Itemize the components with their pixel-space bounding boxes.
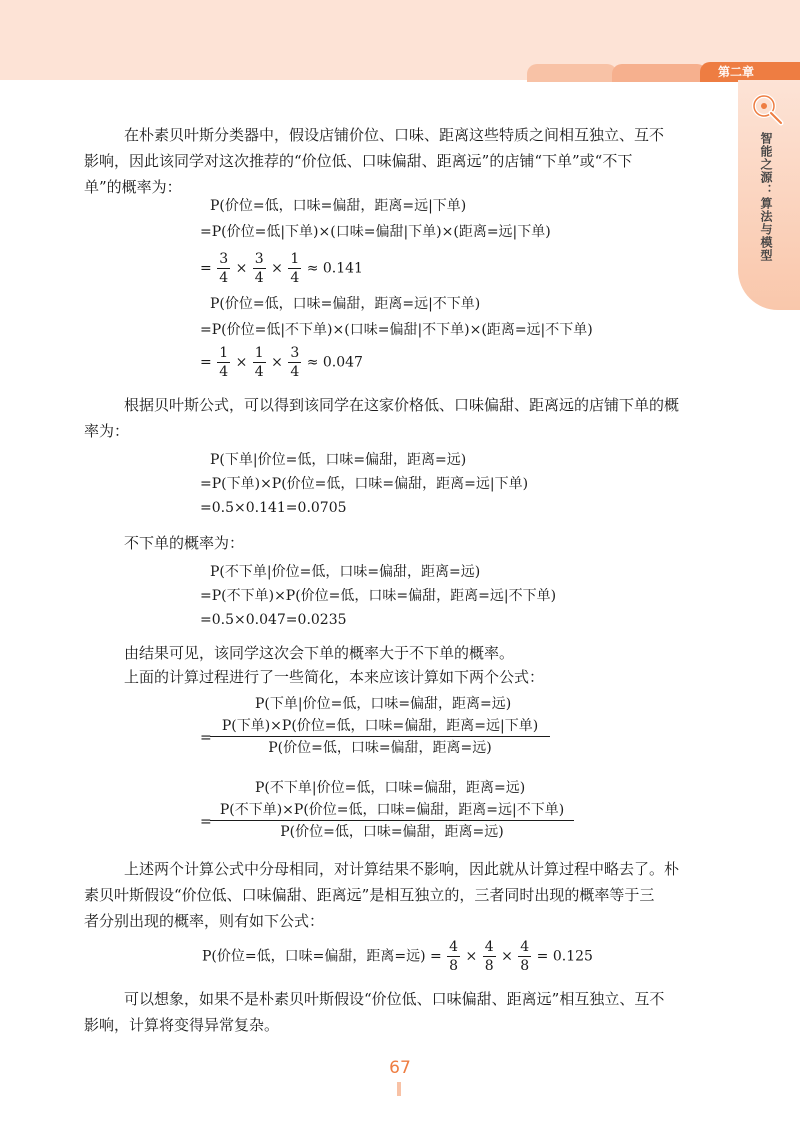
fraction-denominator: 4 xyxy=(254,270,264,286)
text-line: 者分别出现的概率，则有如下公式： xyxy=(84,912,325,930)
fraction-product-line xyxy=(200,250,363,287)
times-sign: × xyxy=(465,948,478,965)
formula-line: =0.5×0.141=0.0705 xyxy=(200,500,347,516)
closing-paragraph xyxy=(84,986,716,1012)
bayes-fraction xyxy=(210,716,550,759)
result-value: ≈ 0.141 xyxy=(306,260,363,277)
times-sign: × xyxy=(235,260,248,277)
header-tab-decoration xyxy=(527,64,617,82)
intro-paragraph xyxy=(84,122,716,148)
equals-sign: = xyxy=(200,354,212,371)
formula-line: =0.5×0.047=0.0235 xyxy=(200,612,347,628)
fraction-numerator: 1 xyxy=(254,345,264,361)
formula-line: P(不下单|价位=低，口味=偏甜，距离=远) xyxy=(255,780,526,796)
result-value: ≈ 0.047 xyxy=(306,354,363,371)
fraction-numerator: 3 xyxy=(219,251,229,267)
fraction xyxy=(217,344,230,381)
fraction-numerator: 4 xyxy=(520,939,530,955)
text-line: 由结果可见，该同学这次会下单的概率大于不下单的概率。 xyxy=(124,644,515,662)
fraction-denominator: 4 xyxy=(290,270,300,286)
fraction-numerator: P(不下单)×P(价位=低，口味=偏甜，距离=远|不下单) xyxy=(210,800,574,821)
fraction-numerator: 1 xyxy=(219,345,229,361)
intro-paragraph-cont xyxy=(84,148,716,200)
formula-line: P(价位=低，口味=偏甜，距离=远|下单) xyxy=(210,198,467,214)
fraction-numerator: 4 xyxy=(449,939,459,955)
formula-line: =P(价位=低|不下单)×(口味=偏甜|不下单)×(距离=远|不下单) xyxy=(200,322,593,338)
text-line: 上述两个计算公式中分母相同，对计算结果不影响，因此就从计算过程中略去了。朴 xyxy=(124,860,680,878)
fraction-denominator: 8 xyxy=(520,958,530,974)
fraction xyxy=(518,938,531,975)
times-sign: × xyxy=(271,354,283,371)
result-value: = 0.125 xyxy=(536,948,593,965)
text-line: 素贝叶斯假设“价位低、口味偏甜、距离远”是相互独立的，三者同时出现的概率等于三 xyxy=(84,886,655,904)
formula-line: P(下单|价位=低，口味=偏甜，距离=远) xyxy=(210,452,467,468)
fraction xyxy=(217,250,230,287)
text-line: 影响，因此该同学对这次推荐的“价位低、口味偏甜、距离远”的店铺“下单”或“不下 xyxy=(84,152,633,170)
bayes-paragraph-cont xyxy=(84,418,716,444)
fraction-numerator: 3 xyxy=(254,251,264,267)
fraction-denominator: 4 xyxy=(219,270,229,286)
independence-formula xyxy=(202,938,593,975)
bayes-fraction xyxy=(210,800,574,843)
fraction-denominator: 8 xyxy=(484,958,494,974)
fraction-numerator: 1 xyxy=(290,251,300,267)
times-sign: × xyxy=(235,354,248,371)
fraction xyxy=(483,938,496,975)
fraction-denominator: 8 xyxy=(449,958,459,974)
equals-sign: = xyxy=(200,814,212,830)
not-order-label xyxy=(84,530,716,556)
text-line: 单”的概率为： xyxy=(84,178,182,196)
text-line: 在朴素贝叶斯分类器中，假设店铺价位、口味、距离这些特质之间相互独立、互不 xyxy=(124,126,665,144)
text-line: 影响，计算将变得异常复杂。 xyxy=(84,1016,280,1034)
formula-line: P(价位=低，口味=偏甜，距离=远|不下单) xyxy=(210,296,481,312)
times-sign: × xyxy=(271,260,283,277)
text-line: 上面的计算过程进行了一些简化，本来应该计算如下两个公式： xyxy=(124,668,545,686)
fraction xyxy=(253,344,266,381)
formula-lhs: P(价位=低，口味=偏甜，距离=远) = xyxy=(202,948,442,965)
fraction xyxy=(253,250,266,287)
equals-sign: = xyxy=(200,260,212,277)
fraction-denominator: 4 xyxy=(290,364,300,380)
text-line: 根据贝叶斯公式，可以得到该同学在这家价格低、口味偏甜、距离远的店铺下单的概 xyxy=(124,396,680,414)
text-line: 可以想象，如果不是朴素贝叶斯假设“价位低、口味偏甜、距离远”相互独立、互不 xyxy=(124,990,665,1008)
page-number: 67 xyxy=(389,1058,411,1078)
formula-line: =P(价位=低|下单)×(口味=偏甜|下单)×(距离=远|下单) xyxy=(200,224,551,240)
conclusion-paragraph xyxy=(84,664,716,690)
conclusion-paragraph xyxy=(84,640,716,666)
fraction-product-line xyxy=(200,344,363,381)
fraction-denominator: 4 xyxy=(254,364,264,380)
explanation-paragraph xyxy=(84,856,716,882)
side-title: 智能之源：算法与模型 xyxy=(759,132,773,262)
fraction xyxy=(288,344,301,381)
fraction-denominator: P(价位=低，口味=偏甜，距离=远) xyxy=(280,824,504,840)
fraction xyxy=(447,938,460,975)
fraction-denominator: 4 xyxy=(219,364,229,380)
bayes-paragraph xyxy=(84,392,716,418)
fraction-numerator: P(下单)×P(价位=低，口味=偏甜，距离=远|下单) xyxy=(210,716,550,737)
page-number-decoration xyxy=(397,1082,401,1096)
fraction-denominator: P(价位=低，口味=偏甜，距离=远) xyxy=(268,740,492,756)
side-chapter-strip xyxy=(738,80,800,310)
formula-line: P(不下单|价位=低，口味=偏甜，距离=远) xyxy=(210,564,481,580)
closing-paragraph-cont xyxy=(84,1012,716,1038)
formula-line: =P(不下单)×P(价位=低，口味=偏甜，距离=远|不下单) xyxy=(200,588,557,604)
formula-line: P(下单|价位=低，口味=偏甜，距离=远) xyxy=(255,696,512,712)
text-line: 率为： xyxy=(84,422,130,440)
explanation-paragraph-cont xyxy=(84,882,716,934)
text-line: 不下单的概率为： xyxy=(124,534,245,552)
fraction xyxy=(288,250,301,287)
formula-line: =P(下单)×P(价位=低，口味=偏甜，距离=远|下单) xyxy=(200,476,529,492)
equals-sign: = xyxy=(200,730,212,746)
chapter-tab: 第二章 xyxy=(700,62,800,82)
fraction-numerator: 3 xyxy=(290,345,300,361)
times-sign: × xyxy=(501,948,513,965)
fraction-numerator: 4 xyxy=(484,939,494,955)
search-logo-icon xyxy=(750,92,784,126)
header-tab-decoration xyxy=(612,64,707,82)
